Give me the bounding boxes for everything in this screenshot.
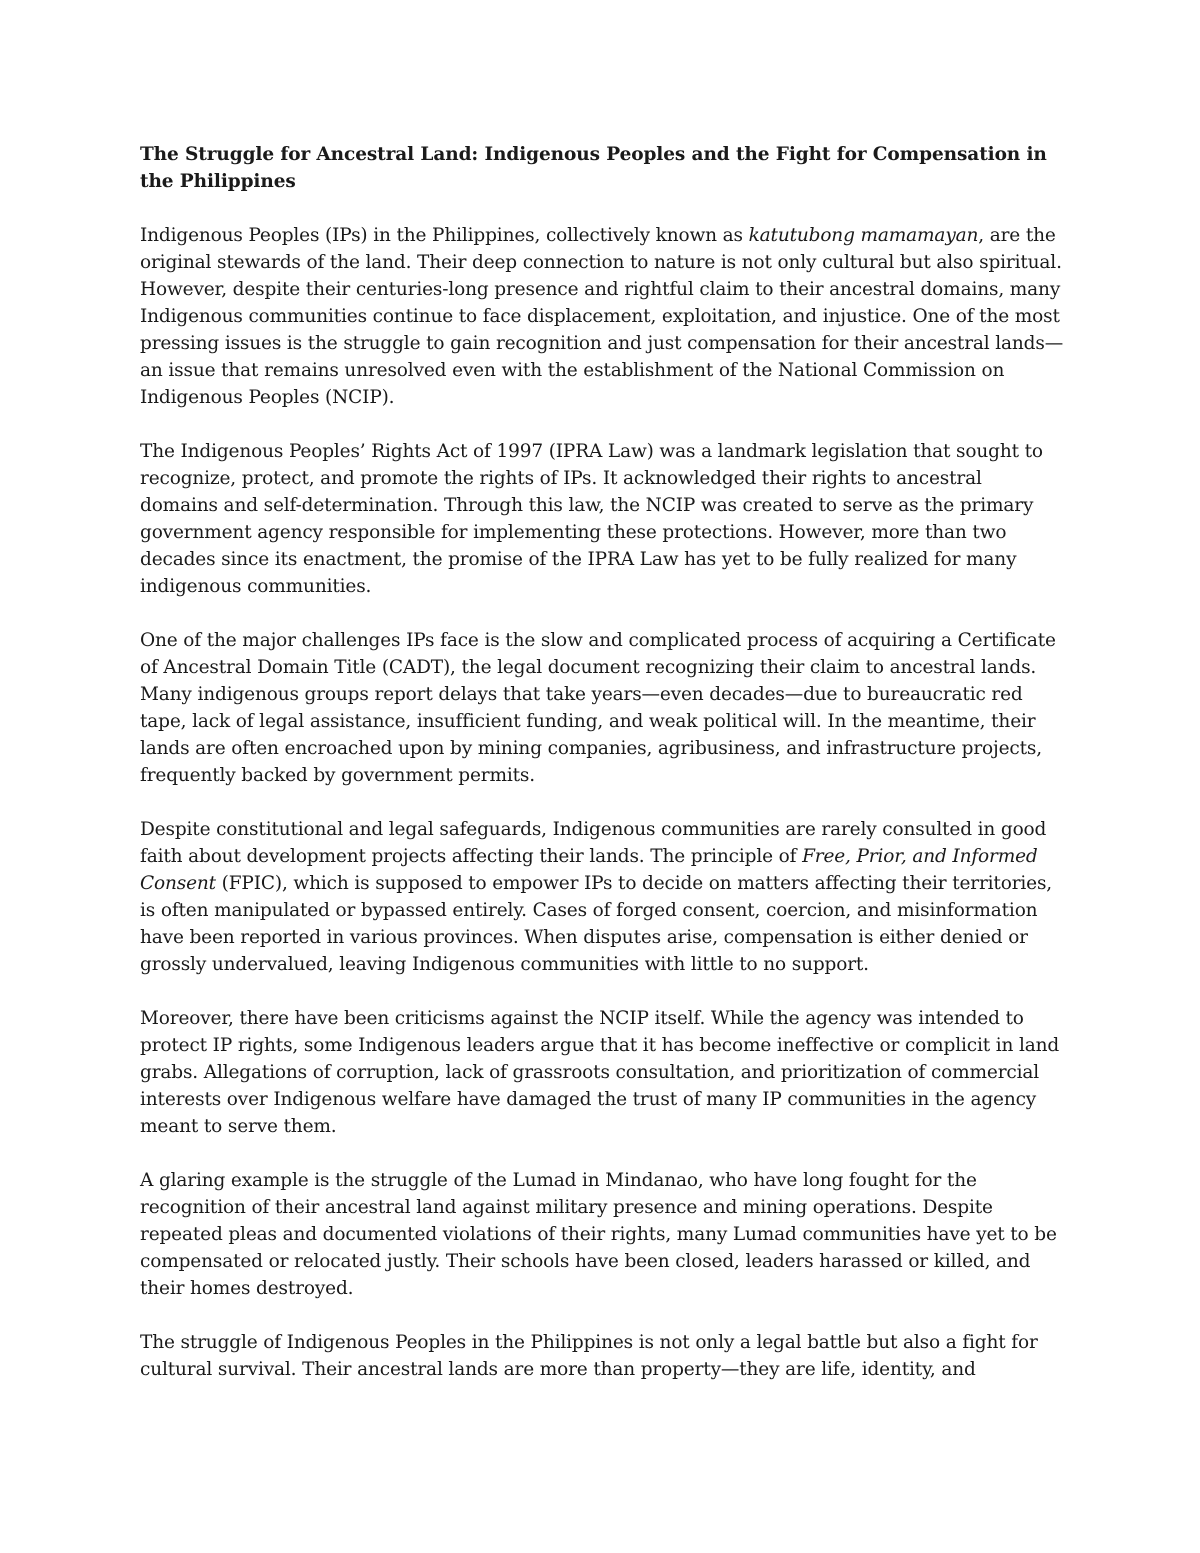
paragraph-text: Indigenous Peoples (IPs) in the Philippines, collectively known as bbox=[140, 225, 749, 246]
document-title: The Struggle for Ancestral Land: Indigenous Peoples and the Fight for Compensation in the Philippines bbox=[140, 144, 1047, 192]
paragraph-intro bbox=[140, 222, 1065, 411]
paragraph-fpic bbox=[140, 816, 1065, 978]
italic-term: katutubong mamamayan bbox=[748, 225, 979, 246]
paragraph-text: , are the original stewards of the land. Their deep connection to nature is not only cultural but also spiritual. However, despite their centuries-long presence and rightful claim to their ancestral domains, many Indigenous communities continue to face displacement, exploitation, and injustice. One of the most pressing issues is the struggle to gain recognition and just compensation for their ancestral lands—an issue that remains unresolved even with the establishment of the National Commission on Indigenous Peoples (NCIP). bbox=[140, 225, 1064, 408]
italic-term: Free, Prior, and Informed Consent bbox=[140, 846, 1038, 894]
paragraph-text: Despite constitutional and legal safeguards, Indigenous communities are rarely consulted in good faith about development projects affecting their lands. The principle of bbox=[140, 819, 1047, 867]
paragraph-text: (FPIC), which is supposed to empower IPs to decide on matters affecting their territories, is often manipulated or bypassed entirely. Cases of forged consent, coercion, and misinformation have been reported in various provinces. When disputes arise, compensation is either denied or grossly undervalued, leaving Indigenous communities with little to no support. bbox=[140, 873, 1053, 975]
paragraph-cultural-survival: The struggle of Indigenous Peoples in the Philippines is not only a legal battle but also a fight for cultural survival. Their ancestral lands are more than property—they are life, identity, and bbox=[140, 1332, 1038, 1380]
document-body bbox=[140, 141, 1065, 1410]
paragraph-ipra-law: The Indigenous Peoples’ Rights Act of 1997 (IPRA Law) was a landmark legislation that sought to recognize, protect, and promote the rights of IPs. It acknowledged their rights to ancestral domains and self-determination. Through this law, the NCIP was created to serve as the primary government agency responsible for implementing these protections. However, more than two decades since its enactment, the promise of the IPRA Law has yet to be fully realized for many indigenous communities. bbox=[140, 441, 1043, 597]
paragraph-cadt: One of the major challenges IPs face is the slow and complicated process of acquiring a Certificate of Ancestral Domain Title (CADT), the legal document recognizing their claim to ancestral lands. Many indigenous groups report delays that take years—even decades—due to bureaucratic red tape, lack of legal assistance, insufficient funding, and weak political will. In the meantime, their lands are often encroached upon by mining companies, agribusiness, and infrastructure projects, frequently backed by government permits. bbox=[140, 630, 1056, 786]
paragraph-lumad: A glaring example is the struggle of the Lumad in Mindanao, who have long fought for the recognition of their ancestral land against military presence and mining operations. Despite repeated pleas and documented violations of their rights, many Lumad communities have yet to be compensated or relocated justly. Their schools have been closed, leaders harassed or killed, and their homes destroyed. bbox=[140, 1170, 1057, 1299]
paragraph-ncip-criticism: Moreover, there have been criticisms against the NCIP itself. While the agency was intended to protect IP rights, some Indigenous leaders argue that it has become ineffective or complicit in land grabs. Allegations of corruption, lack of grassroots consultation, and prioritization of commercial interests over Indigenous welfare have damaged the trust of many IP communities in the agency meant to serve them. bbox=[140, 1008, 1060, 1137]
